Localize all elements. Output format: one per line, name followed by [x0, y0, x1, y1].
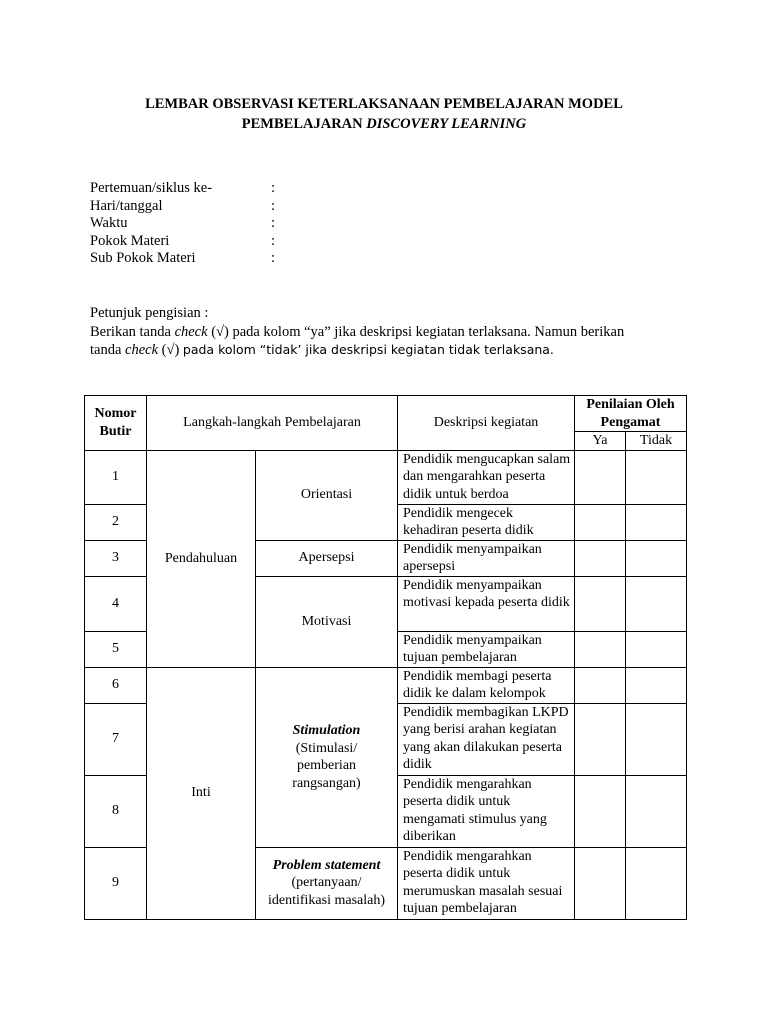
meta-field-label: Hari/tanggal [90, 197, 163, 214]
observation-table [84, 395, 687, 920]
instructions-text: tanda [90, 342, 122, 358]
row-number: 3 [85, 540, 147, 576]
row-number: 8 [85, 775, 147, 847]
row-number: 9 [85, 847, 147, 919]
ya-cell[interactable] [575, 703, 626, 775]
ya-cell[interactable] [575, 667, 626, 703]
row-description: Pendidik mengucapkan salam dan mengarahkan peserta didik untuk berdoa [398, 450, 575, 504]
row-description: Pendidik menyampaikan motivasi kepada peserta didik [398, 576, 575, 631]
meta-field-colon: : [271, 250, 276, 266]
check-word: check [174, 323, 208, 340]
instructions-heading: Petunjuk pengisian : [90, 305, 209, 321]
step-stimulation-title: Stimulation [292, 723, 361, 738]
phase-pendahuluan: Pendahuluan [147, 450, 256, 667]
header-nomor-butir: Nomor Butir [85, 396, 147, 451]
meta-field-colon: : [271, 232, 276, 249]
check-mark: (√) [211, 323, 229, 340]
header-ya: Ya [575, 432, 626, 451]
step-problem-title: Problem statement [272, 857, 381, 873]
tidak-cell[interactable] [626, 847, 687, 919]
meta-field-sub-pokok-materi [90, 250, 275, 268]
header-tidak: Tidak [626, 432, 687, 451]
ya-cell[interactable] [575, 631, 626, 667]
meta-field-label: Pokok Materi [90, 232, 170, 249]
title-line-2-italic: DISCOVERY LEARNING [366, 116, 527, 132]
header-row [85, 396, 687, 432]
meta-field-waktu [90, 215, 275, 233]
step-orientasi: Orientasi [256, 450, 398, 540]
tidak-cell[interactable] [626, 450, 687, 504]
table-row [85, 450, 687, 504]
step-stimulation [256, 667, 398, 847]
instructions-text: pada kolom “tidak’ jika deskripsi kegiatan tidak terlaksana. [182, 342, 554, 357]
row-number: 2 [85, 504, 147, 540]
meta-field-label: Sub Pokok Materi [90, 250, 196, 266]
instructions-line-2 [90, 341, 690, 360]
row-description: Pendidik menyampaikan tujuan pembelajaran [398, 631, 575, 667]
instructions-line-1 [90, 323, 690, 342]
row-description: Pendidik membagi peserta didik ke dalam kelompok [398, 667, 575, 703]
ya-cell[interactable] [575, 576, 626, 631]
tidak-cell[interactable] [626, 631, 687, 667]
tidak-cell[interactable] [626, 504, 687, 540]
document-title [0, 94, 768, 134]
step-problem-statement [256, 847, 398, 919]
ya-cell[interactable] [575, 450, 626, 504]
meta-field-pertemuan [90, 180, 275, 198]
tidak-cell[interactable] [626, 775, 687, 847]
row-number: 6 [85, 667, 147, 703]
ya-cell[interactable] [575, 540, 626, 576]
row-number: 4 [85, 576, 147, 631]
meta-field-colon: : [271, 215, 276, 231]
header-penilaian: Penilaian Oleh Pengamat [575, 396, 687, 432]
check-mark: (√) [161, 342, 180, 358]
step-stimulation-subtitle: (Stimulasi/ pemberian rangsangan) [292, 740, 361, 791]
tidak-cell[interactable] [626, 576, 687, 631]
title-line-2-plain: PEMBELAJARAN [241, 116, 363, 132]
header-deskripsi: Deskripsi kegiatan [398, 396, 575, 451]
step-motivasi: Motivasi [256, 576, 398, 667]
ya-cell[interactable] [575, 504, 626, 540]
ya-cell[interactable] [575, 775, 626, 847]
phase-inti: Inti [147, 667, 256, 919]
meta-field-label: Pertemuan/siklus ke- [90, 180, 213, 196]
meta-field-colon: : [271, 180, 276, 196]
ya-cell[interactable] [575, 847, 626, 919]
meta-field-label: Waktu [90, 215, 128, 231]
tidak-cell[interactable] [626, 540, 687, 576]
row-description: Pendidik mengarahkan peserta didik untuk merumuskan masalah sesuai tujuan pembelajaran [398, 847, 575, 919]
step-problem-subtitle: (pertanyaan/ identifikasi masalah) [267, 875, 386, 908]
header-langkah: Langkah-langkah Pembelajaran [147, 396, 398, 451]
row-description: Pendidik mengecek kehadiran peserta didik [398, 504, 575, 540]
row-description: Pendidik mengarahkan peserta didik untuk mengamati stimulus yang diberikan [398, 775, 575, 847]
meta-field-pokok-materi [90, 233, 275, 251]
row-description: Pendidik menyampaikan apersepsi [398, 540, 575, 576]
instructions-text: pada kolom “ya” jika deskripsi kegiatan terlaksana. Namun berikan [232, 323, 625, 340]
row-number: 7 [85, 703, 147, 775]
table-row [85, 667, 687, 703]
title-line-1: LEMBAR OBSERVASI KETERLAKSANAAN PEMBELAJARAN MODEL [145, 96, 623, 112]
tidak-cell[interactable] [626, 667, 687, 703]
title-line-2 [0, 114, 768, 134]
meta-field-colon: : [271, 197, 276, 214]
check-word: check [125, 342, 159, 358]
row-number: 5 [85, 631, 147, 667]
instructions-text: Berikan tanda [90, 323, 171, 340]
meta-field-hari-tanggal [90, 198, 275, 216]
tidak-cell[interactable] [626, 703, 687, 775]
instructions [90, 304, 690, 360]
meta-fields [90, 180, 275, 268]
step-apersepsi: Apersepsi [256, 540, 398, 576]
row-description: Pendidik membagikan LKPD yang berisi arahan kegiatan yang akan dilakukan peserta didik [398, 703, 575, 775]
row-number: 1 [85, 450, 147, 504]
